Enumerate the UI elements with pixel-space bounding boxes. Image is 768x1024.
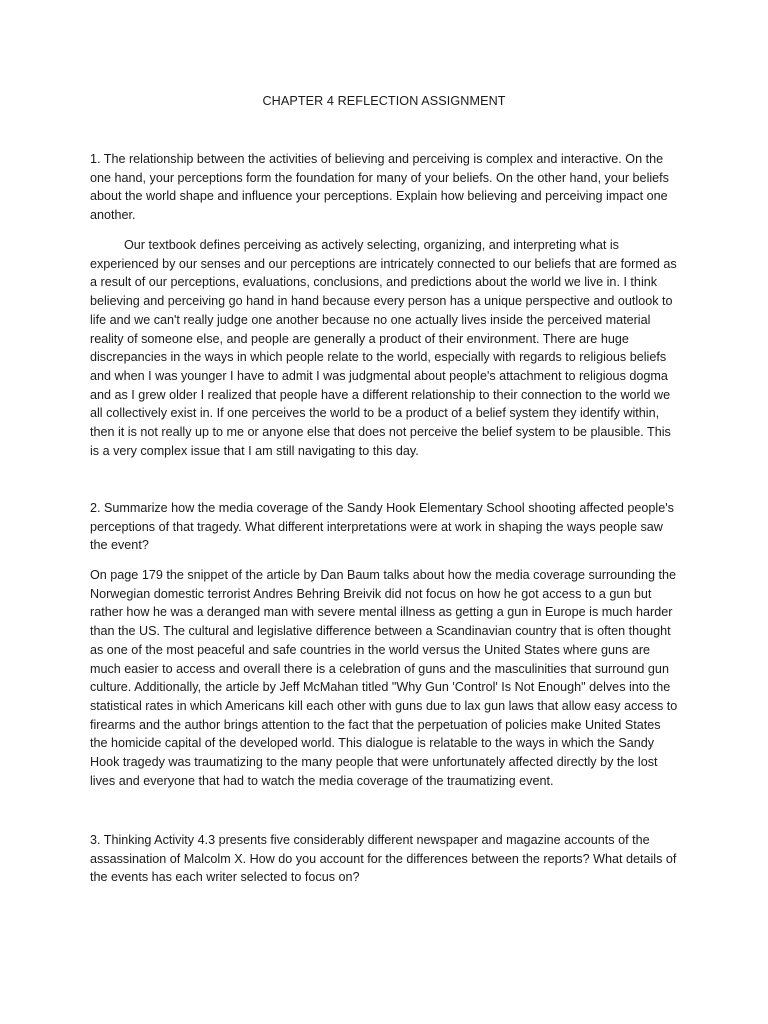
answer-2: On page 179 the snippet of the article by Dan Baum talks about how the media coverage surrounding the Norwegian domestic terrorist Andres Behring Breivik did not focus on how he got access to a gun but rather how he was a deranged man with severe mental illness as getting a gun in Europe is much harder than the US. The cultural and legislative difference between a Scandinavian country that is often thought as one of the most peaceful and safe countries in the world versus the United States where guns are much easier to access and overall there is a celebration of guns and the masculinities that surround gun culture. Additionally, the article by Jeff McMahan titled "Why Gun 'Control' Is Not Enough" delves into the statistical rates in which Americans kill each other with guns due to lax gun laws that allow easy access to firearms and the author brings attention to the fact that the perpetuation of policies make United States the homicide capital of the developed world. This dialogue is relatable to the ways in which the Sandy Hook tragedy was traumatizing to the many people that were unfortunately affected directly by the lost lives and everyone that had to watch the media coverage of the traumatizing event.: [90, 568, 678, 788]
document-title: CHAPTER 4 REFLECTION ASSIGNMENT: [262, 94, 506, 108]
answer-1: Our textbook defines perceiving as actively selecting, organizing, and interpreting what is experienced by our senses and our perceptions are intricately connected to our beliefs that are formed as a result of our perceptions, evaluations, conclusions, and predictions about the world we live in. I think believing and perceiving go hand in hand because every person has a unique perspective and outlook to life and we can't really judge one another because no one actually lives inside the perceived material reality of someone else, and people are generally a product of their environment. There are huge discrepancies in the ways in which people relate to the world, especially with regards to religious beliefs and when I was younger I have to admit I was judgmental about people's attachment to religious dogma and as I grew older I realized that people have a different relationship to their connection to the world we all collectively exist in. If one perceives the world to be a product of a belief system they identify within, then it is not really up to me or anyone else that does not perceive the belief system to be plausible. This is a very complex issue that I am still navigating to this day.: [90, 238, 677, 458]
question-3: 3. Thinking Activity 4.3 presents five considerably different newspaper and magazine accounts of the assassination of Malcolm X. How do you account for the differences between the reports? What details of the events has each writer selected to focus on?: [90, 833, 677, 885]
question-1: 1. The relationship between the activities of believing and perceiving is complex and interactive. On the one hand, your perceptions form the foundation for many of your beliefs. On the other hand, your beliefs about the world shape and influence your perceptions. Explain how believing and perceiving impact one another.: [90, 152, 669, 223]
question-2: 2. Summarize how the media coverage of the Sandy Hook Elementary School shooting affected people's perceptions of that tragedy. What different interpretations were at work in shaping the ways people saw the event?: [90, 501, 674, 553]
